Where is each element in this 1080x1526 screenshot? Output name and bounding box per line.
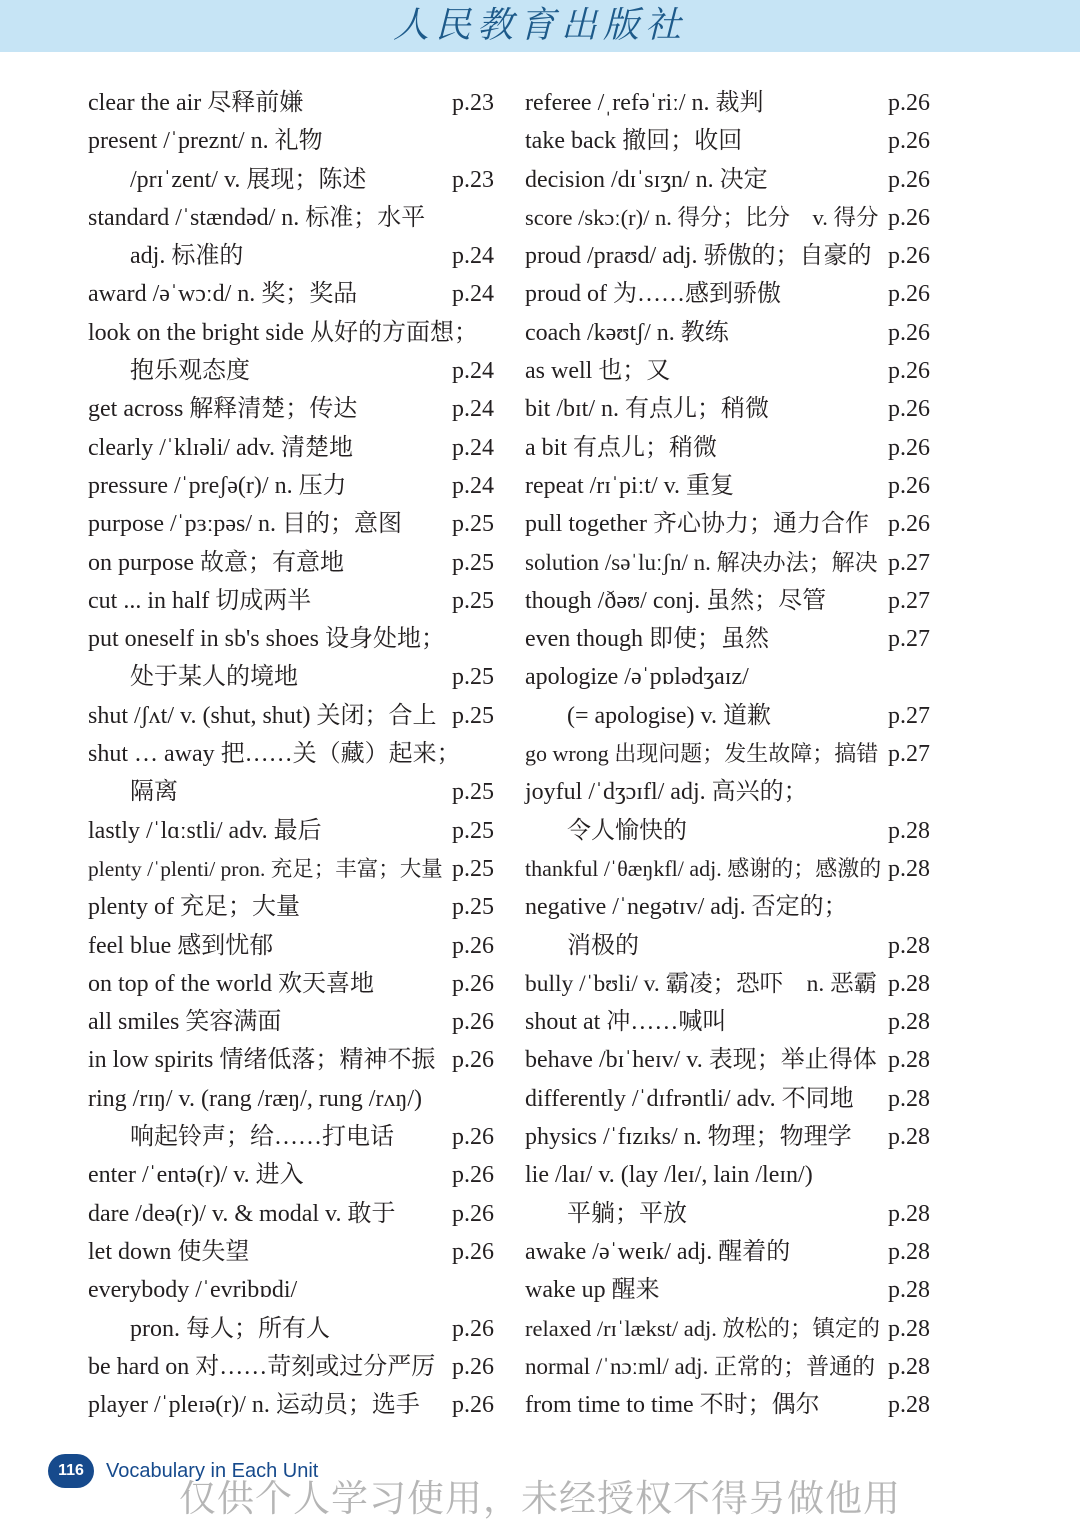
- vocabulary-entry: [525, 122, 930, 160]
- vocabulary-entry: [88, 544, 494, 582]
- vocabulary-entry: [525, 314, 930, 352]
- entry-page-reference: p.28: [888, 1124, 930, 1151]
- vocabulary-entry: [88, 84, 494, 122]
- entry-text: lie /laɪ/ v. (lay /leɪ/, lain /leɪn/): [525, 1162, 813, 1189]
- entry-page-reference: p.25: [452, 549, 494, 576]
- entry-text: ring /rɪŋ/ v. (rang /ræŋ/, rung /rʌŋ/): [88, 1085, 422, 1112]
- watermark: 仅供个人学习使用，未经授权不得另做他用: [179, 1477, 901, 1520]
- vocabulary-entry: [88, 1386, 494, 1424]
- entry-text: awake /əˈweɪk/ adj. 醒着的: [525, 1238, 791, 1265]
- entry-text: though /ðəʊ/ conj. 虽然；尽管: [525, 587, 827, 614]
- vocabulary-entry: [525, 582, 930, 620]
- entry-page-reference: p.24: [452, 358, 494, 385]
- entry-page-reference: p.26: [888, 166, 930, 193]
- vocabulary-entry: [525, 735, 930, 773]
- entry-text: shout at 冲……喊叫: [525, 1009, 727, 1036]
- entry-text: bit /bɪt/ n. 有点儿；稍微: [525, 396, 770, 423]
- entry-text: joyful /ˈdʒɔɪfl/ adj. 高兴的；: [525, 779, 808, 806]
- entry-page-reference: p.23: [452, 166, 494, 193]
- vocabulary-entry: [525, 161, 930, 199]
- entry-text: (= apologise) v. 道歉: [567, 702, 771, 729]
- entry-text: go wrong 出现问题；发生故障；搞错: [525, 741, 879, 767]
- vocabulary-entry: [88, 850, 494, 888]
- entry-text: 令人愉快的: [567, 817, 687, 844]
- entry-text: standard /ˈstændəd/ n. 标准；水平: [88, 204, 426, 231]
- vocabulary-entry: [525, 812, 930, 850]
- entry-text: award /əˈwɔːd/ n. 奖；奖品: [88, 281, 358, 308]
- entry-page-reference: p.28: [888, 932, 930, 959]
- publisher-logo: 人民教育出版社: [392, 5, 687, 46]
- entry-text: clear the air 尽释前嫌: [88, 90, 304, 116]
- vocabulary-entry: [88, 1195, 494, 1233]
- entry-text: all smiles 笑容满面: [88, 1009, 282, 1036]
- entry-text: player /ˈpleɪə(r)/ n. 运动员；选手: [88, 1392, 420, 1419]
- entry-page-reference: p.28: [888, 1085, 930, 1112]
- entry-page-reference: p.25: [452, 587, 494, 614]
- vocabulary-entry: [88, 275, 494, 313]
- vocabulary-entry: [525, 352, 930, 390]
- vocabulary-entry: [525, 467, 930, 505]
- vocabulary-entry: [88, 620, 494, 658]
- vocabulary-entry: [525, 697, 930, 735]
- entry-page-reference: p.28: [888, 855, 930, 882]
- entry-page-reference: p.27: [888, 702, 930, 729]
- vocabulary-entry: [88, 812, 494, 850]
- entry-text: negative /ˈnegətɪv/ adj. 否定的；: [525, 894, 848, 921]
- entry-text: be hard on 对……苛刻或过分严厉: [88, 1353, 436, 1380]
- entry-text: normal /ˈnɔːml/ adj. 正常的；普通的: [525, 1353, 876, 1379]
- vocabulary-entry: [525, 1233, 930, 1271]
- entry-text: differently /ˈdɪfrəntli/ adv. 不同地: [525, 1085, 854, 1112]
- entry-text: apologize /əˈpɒlədʒaɪz/: [525, 664, 749, 691]
- page-number-badge: 116: [48, 1454, 94, 1488]
- entry-text: proud of 为……感到骄傲: [525, 281, 781, 308]
- vocabulary-entry: [88, 1271, 494, 1309]
- entry-page-reference: p.27: [888, 626, 930, 653]
- vocabulary-entry: [88, 1233, 494, 1271]
- vocabulary-entry: [88, 429, 494, 467]
- vocabulary-entry: [525, 390, 930, 428]
- entry-page-reference: p.28: [888, 970, 930, 997]
- entry-page-reference: p.26: [452, 1353, 494, 1380]
- entry-text: take back 撤回；收回: [525, 128, 743, 155]
- entry-text: even though 即使；虽然: [525, 626, 769, 653]
- entry-text: feel blue 感到忧郁: [88, 932, 274, 959]
- entry-page-reference: p.28: [888, 1238, 930, 1265]
- vocabulary-left-column: [88, 84, 494, 1424]
- entry-page-reference: p.23: [452, 90, 494, 116]
- entry-page-reference: p.25: [452, 779, 494, 806]
- vocabulary-entry: [88, 467, 494, 505]
- page-header: [0, 0, 1080, 52]
- vocabulary-entry: [525, 1271, 930, 1309]
- entry-text: 抱乐观态度: [130, 358, 250, 385]
- entry-page-reference: p.28: [888, 1353, 930, 1380]
- vocabulary-entry: [88, 237, 494, 275]
- entry-page-reference: p.26: [452, 970, 494, 997]
- entry-text: in low spirits 情绪低落；精神不振: [88, 1047, 436, 1074]
- entry-text: proud /praʊd/ adj. 骄傲的；自豪的: [525, 243, 872, 270]
- entry-page-reference: p.27: [888, 549, 930, 576]
- section-title: Vocabulary in Each Unit: [106, 1460, 319, 1482]
- entry-text: dare /deə(r)/ v. & modal v. 敢于: [88, 1200, 396, 1227]
- entry-text: coach /kəʊtʃ/ n. 教练: [525, 319, 729, 346]
- vocabulary-entry: [525, 1041, 930, 1079]
- vocabulary-entry: [525, 1310, 930, 1348]
- entry-page-reference: p.26: [888, 281, 930, 308]
- entry-text: 响起铃声；给……打电话: [130, 1124, 394, 1151]
- entry-page-reference: p.25: [452, 894, 494, 921]
- vocabulary-entry: [525, 1386, 930, 1424]
- entry-text: lastly /ˈlɑːstli/ adv. 最后: [88, 817, 322, 844]
- entry-text: behave /bɪˈheɪv/ v. 表现；举止得体: [525, 1047, 877, 1074]
- entry-page-reference: p.26: [452, 1315, 494, 1342]
- entry-page-reference: p.26: [452, 1238, 494, 1265]
- vocabulary-entry: [88, 1156, 494, 1194]
- entry-text: decision /dɪˈsɪʒn/ n. 决定: [525, 166, 768, 193]
- vocabulary-entry: [88, 658, 494, 696]
- entry-page-reference: p.24: [452, 396, 494, 423]
- vocabulary-entry: [88, 927, 494, 965]
- entry-page-reference: p.28: [888, 1392, 930, 1419]
- entry-text: shut /ʃʌt/ v. (shut, shut) 关闭；合上: [88, 702, 437, 729]
- vocabulary-entry: [525, 199, 930, 237]
- entry-page-reference: p.28: [888, 817, 930, 844]
- entry-page-reference: p.28: [888, 1047, 930, 1074]
- entry-text: shut … away 把……关（藏）起来；: [88, 741, 461, 768]
- entry-text: on purpose 故意；有意地: [88, 549, 344, 576]
- entry-page-reference: p.28: [888, 1315, 930, 1342]
- vocabulary-entry: [525, 658, 930, 696]
- vocabulary-entry: [88, 1041, 494, 1079]
- entry-page-reference: p.26: [888, 243, 930, 270]
- vocabulary-entry: [525, 84, 930, 122]
- vocabulary-entry: [525, 1003, 930, 1041]
- entry-page-reference: p.24: [452, 243, 494, 270]
- entry-text: adj. 标准的: [130, 243, 244, 270]
- entry-page-reference: p.26: [888, 434, 930, 461]
- entry-page-reference: p.26: [888, 396, 930, 423]
- vocabulary-entry: [525, 620, 930, 658]
- entry-text: plenty /ˈplenti/ pron. 充足；丰富；大量: [88, 856, 443, 881]
- vocabulary-entry: [88, 314, 494, 352]
- entry-page-reference: p.26: [452, 1047, 494, 1074]
- vocabulary-entry: [88, 161, 494, 199]
- entry-page-reference: p.27: [888, 741, 930, 768]
- entry-page-reference: p.26: [452, 1009, 494, 1036]
- vocabulary-entry: [88, 199, 494, 237]
- entry-page-reference: p.26: [452, 1392, 494, 1419]
- entry-page-reference: p.27: [888, 587, 930, 614]
- entry-text: cut ... in half 切成两半: [88, 587, 312, 614]
- entry-page-reference: p.26: [888, 128, 930, 155]
- entry-page-reference: p.26: [452, 932, 494, 959]
- entry-text: let down 使失望: [88, 1238, 250, 1265]
- vocabulary-entry: [525, 1118, 930, 1156]
- entry-text: solution /səˈluːʃn/ n. 解决办法；解决: [525, 549, 878, 575]
- vocabulary-entry: [525, 850, 930, 888]
- vocabulary-entry: [525, 888, 930, 926]
- vocabulary-entry: [88, 390, 494, 428]
- entry-text: pron. 每人；所有人: [130, 1315, 330, 1342]
- entry-text: 处于某人的境地: [130, 664, 298, 691]
- entry-page-reference: p.25: [452, 702, 494, 729]
- entry-text: wake up 醒来: [525, 1277, 660, 1304]
- vocabulary-entry: [525, 773, 930, 811]
- entry-text: clearly /ˈklɪəli/ adv. 清楚地: [88, 434, 354, 461]
- entry-page-reference: p.25: [452, 511, 494, 538]
- vocabulary-entry: [88, 352, 494, 390]
- vocabulary-entry: [88, 122, 494, 160]
- entry-text: physics /ˈfɪzɪks/ n. 物理；物理学: [525, 1124, 852, 1151]
- entry-page-reference: p.24: [452, 281, 494, 308]
- entry-text: from time to time 不时；偶尔: [525, 1392, 820, 1419]
- entry-text: everybody /ˈevribɒdi/: [88, 1277, 298, 1304]
- vocabulary-entry: [88, 697, 494, 735]
- entry-page-reference: p.28: [888, 1009, 930, 1036]
- entry-text: thankful /ˈθæŋkfl/ adj. 感谢的；感激的: [525, 855, 882, 881]
- entry-text: look on the bright side 从好的方面想；: [88, 319, 478, 346]
- vocabulary-entry: [88, 1118, 494, 1156]
- vocabulary-entry: [88, 888, 494, 926]
- entry-text: on top of the world 欢天喜地: [88, 970, 374, 997]
- vocabulary-entry: [525, 544, 930, 582]
- vocabulary-entry: [88, 1003, 494, 1041]
- entry-text: enter /ˈentə(r)/ v. 进入: [88, 1162, 304, 1189]
- entry-text: bully /ˈbʊli/ v. 霸凌；恐吓 n. 恶霸: [525, 970, 878, 997]
- vocabulary-entry: [525, 429, 930, 467]
- vocabulary-entry: [88, 965, 494, 1003]
- vocabulary-entry: [525, 275, 930, 313]
- entry-page-reference: p.24: [452, 434, 494, 461]
- entry-page-reference: p.26: [888, 90, 930, 116]
- vocabulary-entry: [88, 1310, 494, 1348]
- vocabulary-entry: [525, 1156, 930, 1194]
- vocabulary-entry: [88, 505, 494, 543]
- entry-page-reference: p.25: [452, 664, 494, 691]
- entry-text: put oneself in sb's shoes 设身处地；: [88, 626, 445, 653]
- entry-page-reference: p.28: [888, 1200, 930, 1227]
- entry-page-reference: p.26: [452, 1162, 494, 1189]
- vocabulary-entry: [525, 505, 930, 543]
- vocabulary-entry: [525, 965, 930, 1003]
- vocabulary-entry: [88, 1348, 494, 1386]
- vocabulary-entry: [525, 1348, 930, 1386]
- entry-page-reference: p.26: [888, 358, 930, 385]
- vocabulary-entry: [88, 582, 494, 620]
- vocabulary-right-column: [525, 84, 930, 1424]
- entry-page-reference: p.26: [888, 472, 930, 499]
- vocabulary-entry: [88, 773, 494, 811]
- entry-text: pull together 齐心协力；通力合作: [525, 511, 869, 538]
- entry-text: repeat /rɪˈpiːt/ v. 重复: [525, 472, 735, 499]
- entry-page-reference: p.28: [888, 1277, 930, 1304]
- entry-page-reference: p.26: [452, 1200, 494, 1227]
- entry-text: relaxed /rɪˈlækst/ adj. 放松的；镇定的: [525, 1315, 880, 1341]
- entry-text: present /ˈpreznt/ n. 礼物: [88, 128, 323, 155]
- vocabulary-entry: [525, 1080, 930, 1118]
- entry-text: 消极的: [567, 932, 639, 959]
- vocabulary-entry: [525, 927, 930, 965]
- entry-page-reference: p.26: [888, 511, 930, 538]
- entry-text: pressure /ˈpreʃə(r)/ n. 压力: [88, 472, 347, 499]
- entry-page-reference: p.26: [888, 204, 930, 231]
- entry-page-reference: p.26: [452, 1124, 494, 1151]
- entry-text: score /skɔː(r)/ n. 得分；比分 v. 得分: [525, 204, 879, 230]
- entry-text: 平躺；平放: [567, 1200, 687, 1227]
- vocabulary-entry: [525, 1195, 930, 1233]
- entry-text: purpose /ˈpɜːpəs/ n. 目的；意图: [88, 511, 403, 538]
- entry-text: /prɪˈzent/ v. 展现；陈述: [130, 166, 367, 193]
- vocabulary-entry: [525, 237, 930, 275]
- entry-page-reference: p.24: [452, 472, 494, 499]
- vocabulary-entry: [88, 735, 494, 773]
- entry-text: as well 也；又: [525, 358, 671, 385]
- entry-page-reference: p.25: [452, 855, 494, 882]
- entry-page-reference: p.26: [888, 319, 930, 346]
- vocabulary-entry: [88, 1080, 494, 1118]
- entry-text: plenty of 充足；大量: [88, 894, 300, 921]
- entry-text: get across 解释清楚；传达: [88, 396, 358, 423]
- entry-page-reference: p.25: [452, 817, 494, 844]
- entry-text: referee /ˌrefəˈriː/ n. 裁判: [525, 90, 764, 116]
- entry-text: a bit 有点儿；稍微: [525, 434, 717, 461]
- entry-text: 隔离: [130, 779, 178, 806]
